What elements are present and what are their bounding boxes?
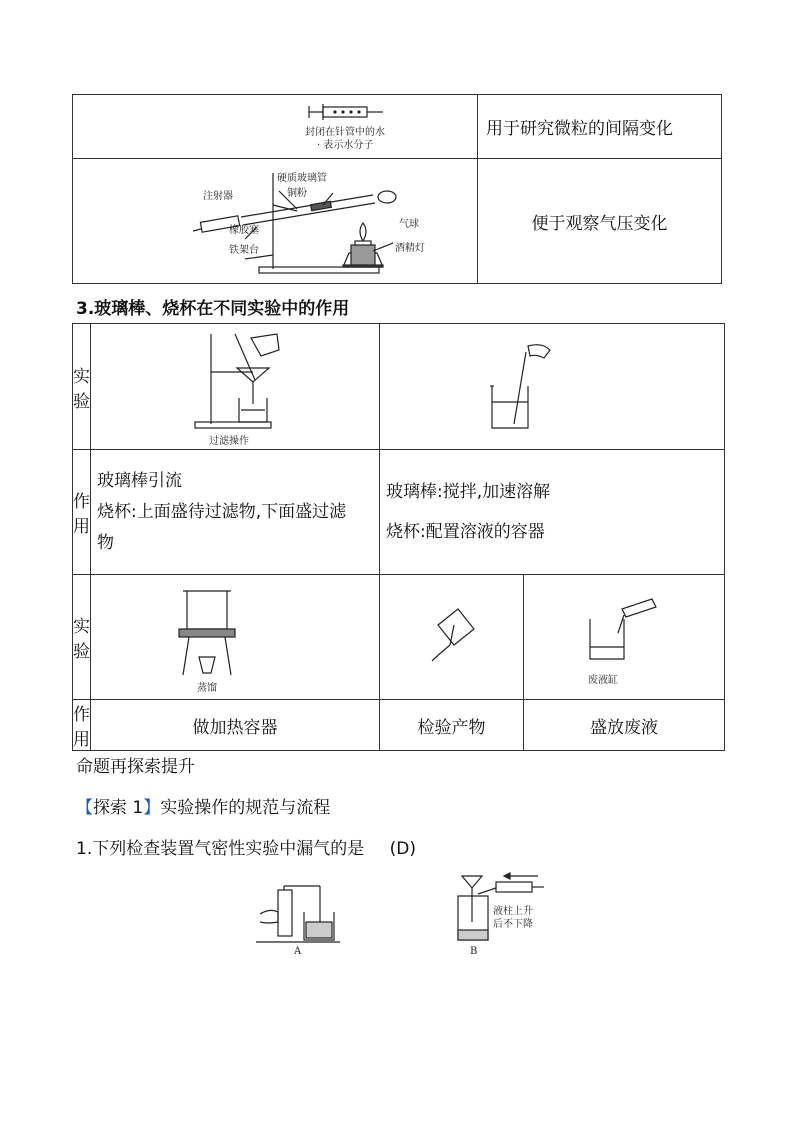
sealed-syringe-drawing xyxy=(305,102,385,124)
role-stirring-line1: 玻璃棒:搅拌,加速溶解 xyxy=(386,482,551,502)
stirring-figure-cell xyxy=(380,324,725,450)
distill-caption: 蒸馏 xyxy=(197,683,217,694)
stirring-drawing xyxy=(486,342,566,432)
role-filtration-cell xyxy=(91,450,380,575)
description-spacing: 用于研究微粒的间隔变化 xyxy=(486,119,673,139)
syringe-caption-1: 封闭在针管中的水 xyxy=(305,127,385,138)
role-filtration-line1: 玻璃棒引流 xyxy=(97,470,182,491)
role-test-cell xyxy=(380,700,524,751)
row-label-role-1 xyxy=(73,450,91,575)
label-experiment: 实验 xyxy=(73,366,90,412)
label-experiment-2: 实验 xyxy=(73,617,90,662)
label-balloon: 气球 xyxy=(399,219,419,230)
syringe-caption-2: · 表示水分子 xyxy=(317,140,374,151)
figure-a-drawing xyxy=(256,878,340,946)
apparatus-figure-cell xyxy=(73,159,478,284)
explore-title: 实验操作的规范与流程 xyxy=(160,798,331,818)
role-waste: 盛放废液 xyxy=(590,717,658,738)
inverted-beaker-drawing xyxy=(428,605,478,665)
explore-1-title-row xyxy=(76,793,330,818)
section-3-title: 3.玻璃棒、烧杯在不同实验中的作用 xyxy=(76,299,350,319)
question-1 xyxy=(76,834,416,859)
heating-beaker-drawing xyxy=(173,585,243,677)
distill-figure-cell xyxy=(91,575,380,700)
description-pressure: 便于观察气压变化 xyxy=(531,213,668,234)
filter-caption: 过滤操作 xyxy=(209,436,249,447)
role-stirring-cell xyxy=(380,450,725,575)
question-1-text: 1.下列检查装置气密性实验中漏气的是 xyxy=(76,839,365,859)
explore-heading: 命题再探索提升 xyxy=(76,757,195,777)
label-role: 作用 xyxy=(73,492,90,537)
description-cell-1 xyxy=(478,95,722,159)
figure-b-note-1: 液柱上升 xyxy=(493,906,533,917)
label-glass-tube: 硬质玻璃管 xyxy=(277,173,327,184)
waste-caption: 废液缸 xyxy=(588,675,618,686)
row-label-role-2 xyxy=(73,700,91,751)
explore-tag: 探索 1 xyxy=(93,798,144,818)
label-role-2: 作用 xyxy=(73,705,90,750)
figure-b-label: B xyxy=(470,946,478,957)
waste-beaker-drawing xyxy=(586,595,666,665)
figure-b-note-2: 后不下降 xyxy=(493,919,533,930)
filtration-figure-cell xyxy=(91,324,380,450)
role-stirring-line2: 烧杯:配置溶液的容器 xyxy=(386,522,545,542)
row-label-experiment-1 xyxy=(73,324,91,450)
role-filtration-line2: 烧杯:上面盛待过滤物,下面盛过滤 xyxy=(97,501,347,522)
role-waste-cell xyxy=(524,700,725,751)
role-heating-cell xyxy=(91,700,380,751)
figure-a-label: A xyxy=(294,946,302,957)
bracket-open: 【 xyxy=(76,798,93,818)
waste-figure-cell xyxy=(524,575,725,700)
label-stand: 铁架台 xyxy=(229,245,259,256)
role-heating: 做加热容器 xyxy=(192,717,278,738)
test-figure-cell xyxy=(380,575,524,700)
label-lamp: 酒精灯 xyxy=(395,243,425,254)
row-label-experiment-2 xyxy=(73,575,91,700)
syringe-figure-cell xyxy=(73,95,478,159)
question-1-answer: (D) xyxy=(389,839,416,859)
description-cell-2 xyxy=(478,159,722,284)
role-filtration-line3: 物 xyxy=(97,532,114,553)
apparatus-table xyxy=(72,94,722,284)
glassware-roles-table xyxy=(72,323,725,751)
filtration-drawing xyxy=(181,330,291,430)
label-copper: 铜粉 xyxy=(287,188,307,199)
bracket-close: 】 xyxy=(143,798,161,818)
role-test: 检验产物 xyxy=(417,717,486,738)
label-stopper: 橡胶塞 xyxy=(229,225,259,236)
label-syringe: 注射器 xyxy=(203,191,233,202)
